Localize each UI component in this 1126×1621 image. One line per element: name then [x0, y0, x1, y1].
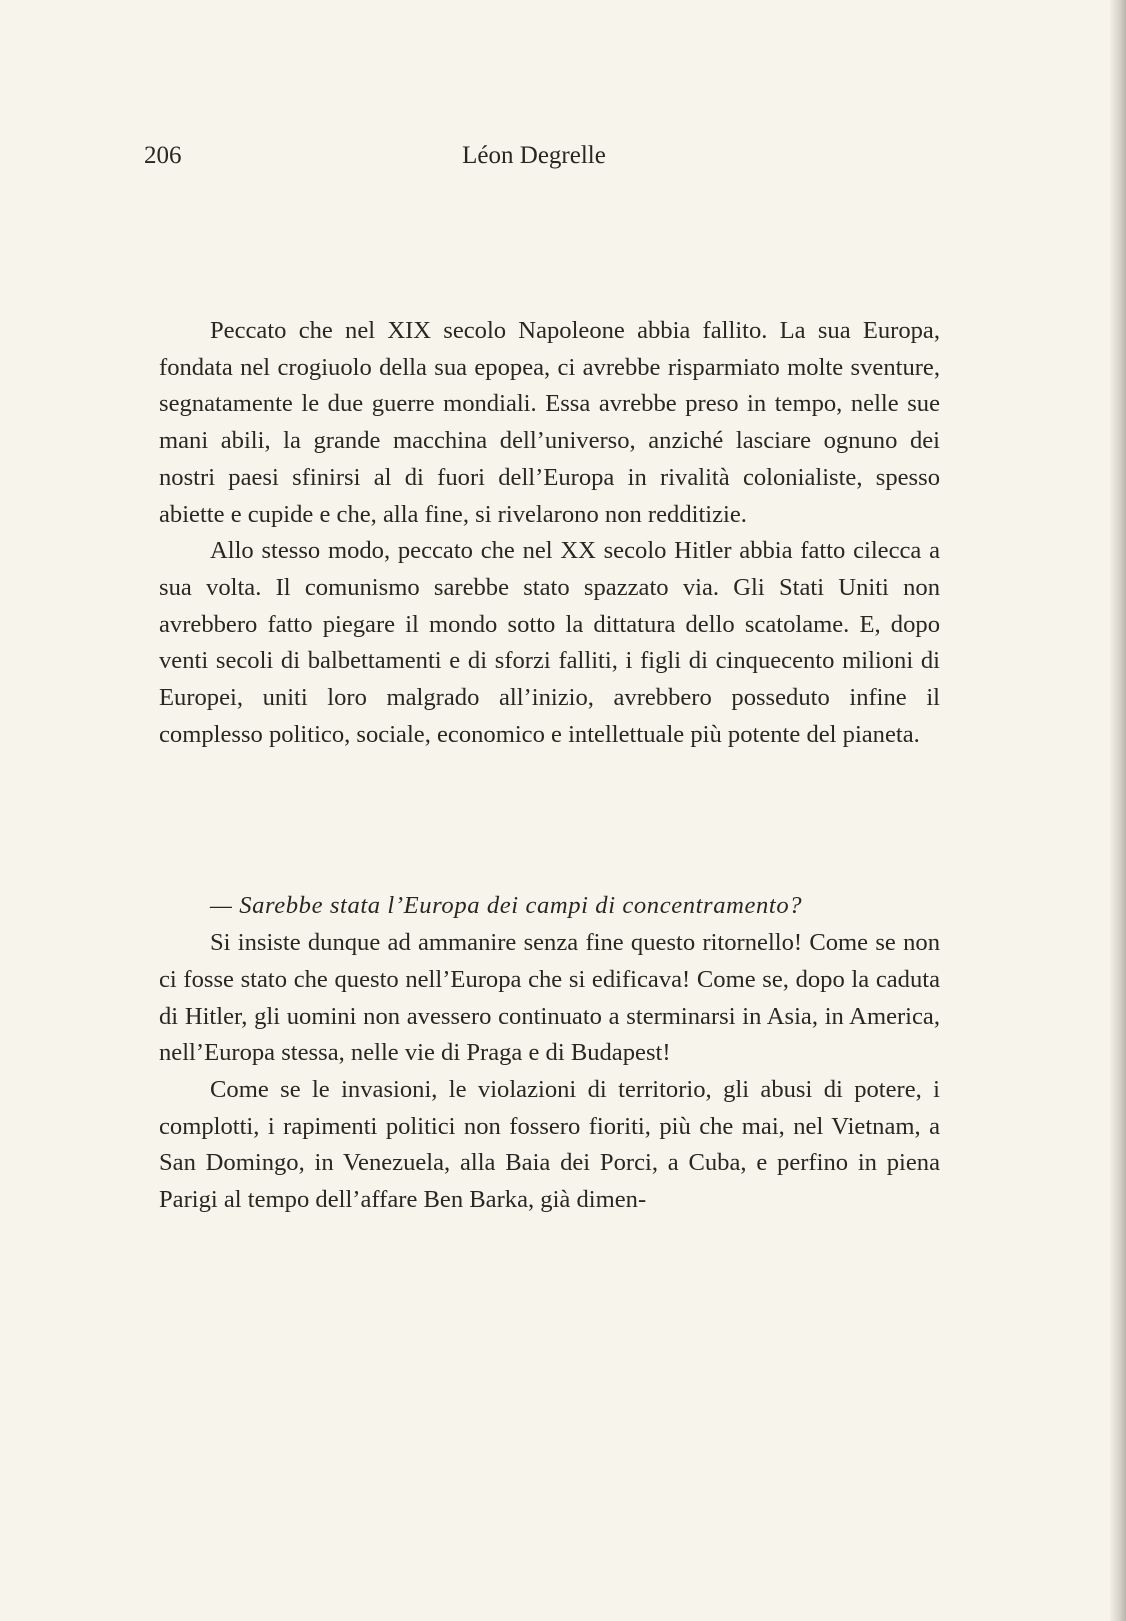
paragraph-invasioni: Come se le invasioni, le violazioni di territorio, gli abusi di potere, i complotti, i rapimenti politici non fossero fioriti, più che mai, nel Vietnam, a San Domingo, in Venezuela, alla Baia dei Porci, a Cuba, e perfino in piena Parigi al tempo dell’affare Ben Barka, già dimen- [159, 1075, 940, 1214]
page-number: 206 [144, 142, 182, 169]
paragraph-ritornello: Si insiste dunque ad ammanire senza fine questo ritornello! Come se non ci fosse stato che questo nell’Europa che si edificava! Come se, dopo la caduta di Hitler, gli uomini non avessero continuato a sterminarsi in Asia, in America, nell’Europa stessa, nelle vie di Praga e di Budapest! [159, 929, 940, 1067]
section-break [159, 753, 940, 888]
running-head [144, 138, 924, 174]
paragraph-hitler: Allo stesso modo, peccato che nel XX secolo Hitler abbia fatto cilecca a sua volta. Il comunismo sarebbe stato spazzato via. Gli Stati Uniti non avrebbero fatto piegare il mondo sotto la dittatura dello scatolame. E, dopo venti secoli di balbettamenti e di sforzi falliti, i figli di cinquecento milioni di Europei, uniti loro malgrado all’inizio, avrebbero posseduto infine il complesso politico, sociale, economico e intellettuale più potente del pianeta. [159, 537, 940, 748]
paragraph-napoleon: Peccato che nel XIX secolo Napoleone abbia fallito. La sua Europa, fondata nel crogiuolo della sua epopea, ci avrebbe risparmiato molte sventure, segnatamente le due guerre mondiali. Essa avrebbe preso in tempo, nelle sue mani abili, la grande macchina dell’universo, anziché lasciare ognuno dei nostri paesi sfinirsi al di fuori dell’Europa in rivalità colonialiste, spesso abiette e cupide e che, alla fine, si rivelarono non redditizie. [159, 317, 940, 528]
body-text [159, 313, 940, 1219]
page-edge-shadow [1110, 0, 1126, 1621]
interview-question: — Sarebbe stata l’Europa dei campi di concentramento? [210, 892, 803, 920]
running-head-author: Léon Degrelle [462, 142, 606, 169]
